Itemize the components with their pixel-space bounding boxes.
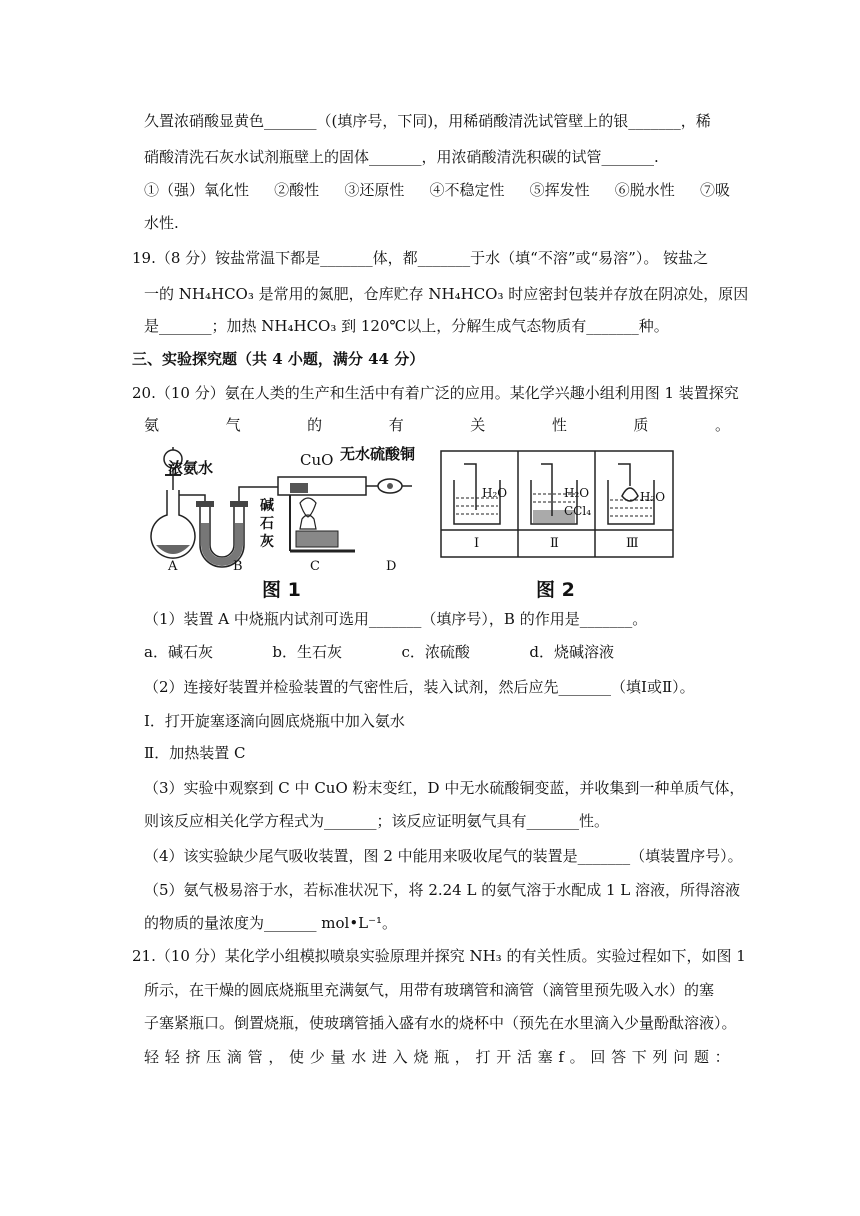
label-soda-lime-3: 灰: [260, 534, 274, 550]
label-part-a: A: [168, 559, 178, 574]
q20-part-2-option-i: Ⅰ．打开旋塞逐滴向圆底烧瓶中加入氨水: [144, 712, 405, 730]
q20-part-2: （2）连接好装置并检验装置的气密性后，装入试剂，然后应先_______（填Ⅰ或Ⅱ）。: [144, 678, 695, 696]
spaced-char: 有: [388, 416, 404, 434]
spaced-char: 开: [496, 1048, 512, 1066]
spaced-char: 塞: [537, 1048, 553, 1066]
spaced-char: 管: [247, 1048, 263, 1066]
q20-part-3-line-1: （3）实验中观察到 C 中 CuO 粉末变红，D 中无水硫酸铜变蓝，并收集到一种单质气体，: [144, 779, 745, 797]
q21-line-1: 21.（10 分）某化学小组模拟喷泉实验原理并探究 NH₃ 的有关性质。实验过程如下，如图 1: [132, 947, 746, 965]
spaced-char: ，: [454, 1048, 470, 1066]
q20-intro-spaced: [144, 415, 730, 435]
q18-option: ⑦吸: [699, 181, 730, 199]
spaced-char: f: [558, 1048, 564, 1066]
spaced-char: 压: [206, 1048, 222, 1066]
label-ccl4: CCl₄: [564, 504, 592, 518]
section-heading: 三、实验探究题（共 4 小题，满分 44 分）: [132, 350, 425, 368]
spaced-char: 质: [633, 416, 649, 434]
spaced-char: 水: [351, 1048, 367, 1066]
label-soda-lime-2: 石: [260, 516, 274, 532]
spaced-char: 下: [631, 1048, 647, 1066]
spaced-char: 轻: [144, 1048, 160, 1066]
spaced-char: 入: [392, 1048, 408, 1066]
q20-part-5-line-2: 的物质的量浓度为_______ mol•L⁻¹。: [144, 914, 398, 932]
label-panel-2: Ⅱ: [550, 536, 559, 551]
label-anhydrous-cuso4: 无水硫酸铜: [340, 445, 416, 463]
q20-part-2-option-ii: Ⅱ．加热装置 C: [144, 744, 246, 762]
spaced-char: 回: [590, 1048, 606, 1066]
spaced-char: 烧: [413, 1048, 429, 1066]
spaced-char: 列: [652, 1048, 668, 1066]
spaced-char: 性: [551, 416, 567, 434]
spaced-char: 氨: [144, 416, 160, 434]
label-part-d: D: [386, 559, 397, 574]
answer-option: d．烧碱溶液: [529, 643, 614, 661]
q18-option: ②酸性: [274, 181, 320, 199]
spaced-char: 量: [330, 1048, 346, 1066]
spaced-char: 进: [371, 1048, 387, 1066]
label-water-2: H₂O: [564, 486, 590, 500]
spaced-char: 气: [225, 416, 241, 434]
label-soda-lime-1: 碱: [260, 498, 274, 514]
q19-line-1: 19.（8 分）铵盐常温下都是_______体，都_______于水（填“不溶”或“易溶”）。 铵盐之: [132, 249, 709, 267]
spaced-char: ，: [268, 1048, 284, 1066]
q18-line-2: 硝酸清洗石灰水试剂瓶壁上的固体_______，用浓硝酸清洗积碳的试管_______.: [144, 148, 659, 166]
q18-option: ⑥脱水性: [614, 181, 675, 199]
answer-option: a．碱石灰: [144, 643, 213, 661]
q18-line-1: 久置浓硝酸显黄色_______（(填序号，下同)，用稀硝酸清洗试管壁上的银_______，稀: [144, 112, 711, 130]
q20-part-1: （1）装置 A 中烧瓶内试剂可选用_______（填序号），B 的作用是_______。: [144, 610, 648, 628]
q19-line-3: 是_______；加热 NH₄HCO₃ 到 120℃以上，分解生成气态物质有_______种。: [144, 317, 669, 335]
label-cuo: CuO: [300, 451, 334, 469]
q20-intro: 20.（10 分）氨在人类的生产和生活中有着广泛的应用。某化学兴趣小组利用图 1 装置探究: [132, 384, 739, 402]
spaced-char: 滴: [226, 1048, 242, 1066]
answer-option: b．生石灰: [272, 643, 343, 661]
q21-line-4-spaced: [144, 1047, 730, 1067]
spaced-char: 。: [569, 1048, 585, 1066]
q20-part-4: （4）该实验缺少尾气吸收装置，图 2 中能用来吸收尾气的装置是_______（填装置序号）。: [144, 847, 743, 865]
figure-2-absorbers: [440, 450, 676, 560]
q20-part-5-line-1: （5）氨气极易溶于水，若标准状况下，将 2.24 L 的氨气溶于水配成 1 L 溶液，所得溶液: [144, 881, 741, 899]
q18-options-continued: 水性.: [144, 214, 179, 232]
spaced-char: 问: [673, 1048, 689, 1066]
spaced-char: 。: [714, 416, 730, 434]
answer-option: c．浓硫酸: [401, 643, 470, 661]
spaced-char: 的: [307, 416, 323, 434]
label-conc-ammonia: 浓氨水: [168, 459, 214, 477]
spaced-char: 挤: [185, 1048, 201, 1066]
figure-1-apparatus: [150, 445, 420, 595]
q18-option: ④不稳定性: [429, 181, 505, 199]
q21-line-2: 所示，在干燥的圆底烧瓶里充满氨气，用带有玻璃管和滴管（滴管里预先吸入水）的塞: [144, 981, 715, 999]
label-panel-1: Ⅰ: [474, 536, 480, 551]
spaced-char: 答: [611, 1048, 627, 1066]
q18-option: ③还原性: [344, 181, 405, 199]
spaced-char: 题: [693, 1048, 709, 1066]
q20-part-1-options: [144, 642, 614, 662]
spaced-char: 活: [516, 1048, 532, 1066]
label-panel-3: Ⅲ: [626, 536, 639, 551]
label-water-1: H₂O: [482, 486, 508, 500]
spaced-char: ：: [714, 1048, 730, 1066]
label-part-c: C: [310, 559, 320, 574]
spaced-char: 打: [475, 1048, 491, 1066]
spaced-char: 少: [309, 1048, 325, 1066]
q18-option: ⑤挥发性: [529, 181, 590, 199]
q18-options: [144, 180, 730, 200]
figure-2-caption: 图 2: [536, 579, 575, 601]
q19-line-2: 一的 NH₄HCO₃ 是常用的氮肥，仓库贮存 NH₄HCO₃ 时应密封包装并存放在阴凉处，原因: [144, 285, 749, 303]
q21-line-3: 子塞紧瓶口。倒置烧瓶，使玻璃管插入盛有水的烧杯中（预先在水里滴入少量酚酞溶液）。: [144, 1014, 737, 1032]
figure-1-caption: 图 1: [262, 579, 301, 601]
label-soda-lime: [260, 497, 274, 551]
q18-option: ①（强）氧化性: [144, 181, 250, 199]
spaced-char: 使: [289, 1048, 305, 1066]
spaced-char: 关: [470, 416, 486, 434]
label-part-b: B: [233, 559, 243, 574]
label-water-3: H₂O: [640, 490, 666, 504]
spaced-char: 瓶: [434, 1048, 450, 1066]
spaced-char: 轻: [164, 1048, 180, 1066]
q20-part-3-line-2: 则该反应相关化学方程式为_______；该反应证明氨气具有_______性。: [144, 812, 610, 830]
